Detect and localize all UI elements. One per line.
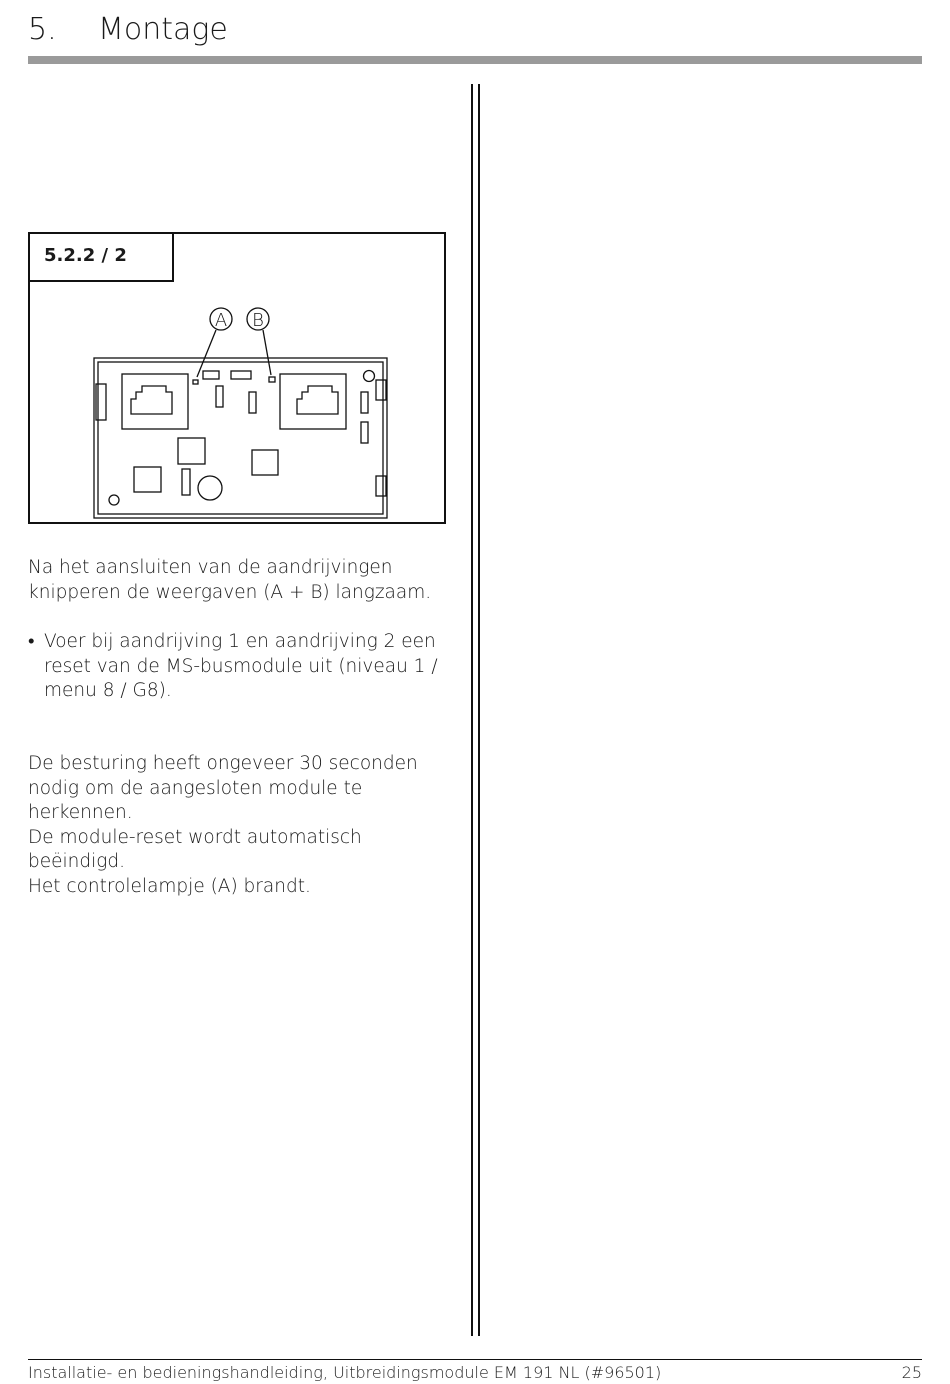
- board-outline: [94, 358, 387, 518]
- bullet-reset-instruction: [28, 630, 458, 704]
- column-divider-left: [471, 84, 473, 1336]
- paragraph-recognition-line-2: De module-reset wordt automatisch beëindigd.: [28, 826, 362, 872]
- header-rule: [28, 56, 922, 64]
- left-rj-socket: [122, 374, 188, 429]
- callout-a-label: A: [214, 310, 228, 331]
- footer-title: Installatie- en bedieningshandleiding, Uitbreidingsmodule EM 191 NL (#96501): [28, 1363, 662, 1382]
- paragraph-connect-drives: Na het aansluiten van de aandrijvingen knipperen de weergaven (A + B) langzaam.: [28, 557, 432, 603]
- right-rj-socket: [280, 374, 346, 429]
- footer-rule: [28, 1359, 922, 1360]
- bullet-text: Voer bij aandrijving 1 en aandrijving 2 een reset van de MS-busmodule uit (niveau 1 / menu 8 / G8).: [44, 631, 438, 701]
- paragraph-recognition-line-1: De besturing heeft ongeveer 30 seconden nodig om de aangesloten module te herkennen.: [28, 753, 418, 823]
- paragraph-recognition: [28, 752, 458, 899]
- callout-b-label: B: [252, 310, 264, 331]
- figure-box: [28, 232, 446, 524]
- page-header: [28, 10, 922, 64]
- page-number: 25: [901, 1363, 922, 1382]
- column-divider-right: [478, 84, 480, 1336]
- bullet-symbol: •: [28, 631, 35, 652]
- chapter-title: Montage: [98, 12, 228, 47]
- figure-label: 5.2.2 / 2: [28, 232, 174, 282]
- paragraph-recognition-line-3: Het controlelampje (A) brandt.: [28, 875, 311, 897]
- chapter-number: 5.: [28, 12, 57, 47]
